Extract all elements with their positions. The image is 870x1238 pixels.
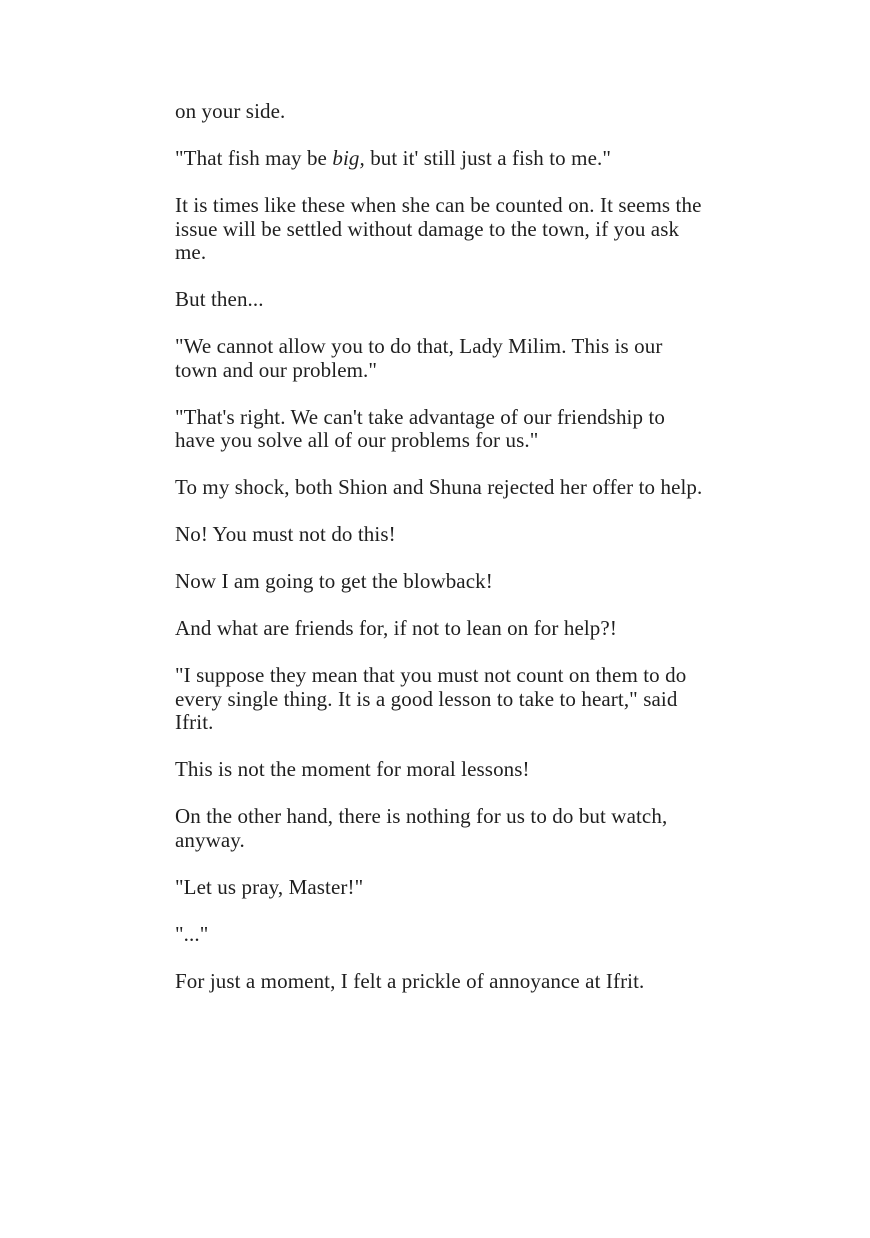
text-line: have you solve all of our problems for us." [175, 428, 539, 452]
text-line: And what are friends for, if not to lean on for help?! [175, 616, 617, 640]
text-line: "..." [175, 921, 209, 946]
text-segment: "That fish may be [175, 146, 333, 170]
paragraph [175, 617, 830, 641]
text-line: "Let us pray, Master!" [175, 874, 364, 899]
paragraph [175, 147, 830, 171]
text-line: on your side. [175, 99, 286, 123]
text-line [175, 147, 830, 171]
text-line: "I suppose they mean that you must not count on them to do [175, 663, 687, 687]
text-line: "We cannot allow you to do that, Lady Milim. This is our [175, 334, 663, 358]
text-line: "That's right. We can't take advantage of our friendship to [175, 404, 665, 429]
text-line: On the other hand, there is nothing for us to do but watch, [175, 804, 668, 828]
paragraph [175, 570, 830, 594]
text-line: No! You must not do this! [175, 522, 396, 546]
text-line: town and our problem." [175, 357, 378, 382]
text-line: issue will be settled without damage to the town, if you ask [175, 216, 680, 241]
text-line: But then... [175, 287, 264, 311]
paragraph [175, 664, 830, 735]
paragraph [175, 406, 830, 453]
text-line: To my shock, both Shion and Shuna rejected her offer to help. [175, 475, 703, 499]
text-line: For just a moment, I felt a prickle of annoyance at Ifrit. [175, 968, 645, 993]
text-line: It is times like these when she can be counted on. It seems the [175, 193, 702, 217]
text-segment: but it' still just a fish to me." [364, 146, 612, 170]
paragraph [175, 923, 830, 947]
text-line: every single thing. It is a good lesson to take to heart," said [175, 686, 678, 711]
paragraph [175, 970, 830, 994]
paragraph [175, 100, 830, 124]
paragraph [175, 288, 830, 312]
text-line: anyway. [175, 827, 245, 852]
paragraph [175, 194, 830, 265]
text-line: This is not the moment for moral lessons! [175, 757, 530, 781]
text-line: Now I am going to get the blowback! [175, 569, 493, 593]
paragraph [175, 523, 830, 547]
paragraph [175, 758, 830, 782]
paragraph [175, 876, 830, 900]
paragraph [175, 335, 830, 382]
italic-text: big, [332, 146, 365, 170]
text-line: me. [175, 240, 207, 264]
paragraph [175, 476, 830, 500]
text-line: Ifrit. [175, 710, 214, 734]
paragraph [175, 805, 830, 852]
